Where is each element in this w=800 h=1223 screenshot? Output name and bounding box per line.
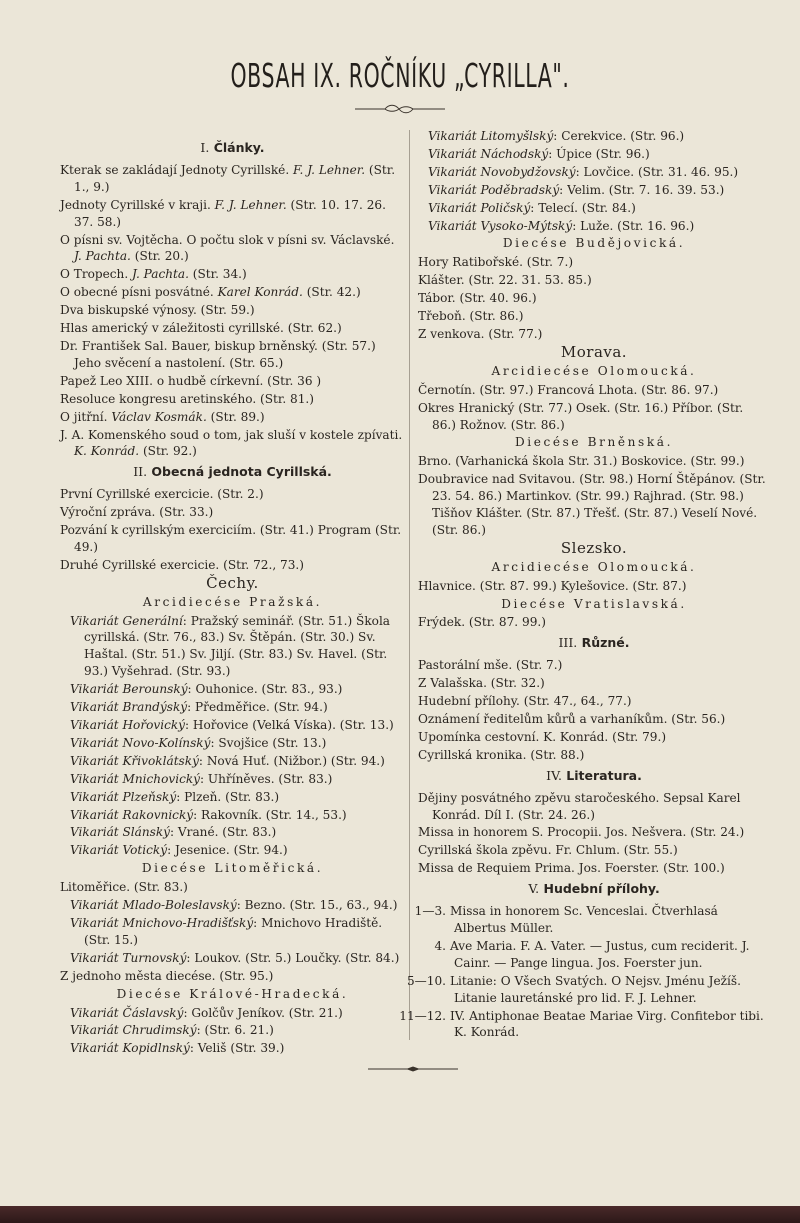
list-item (418, 290, 770, 307)
entry-text: Dr. František Sal. Bauer, biskup brněnský. (Str. 57.) Jeho svěcení a nastolení. (Str. 65.) (60, 338, 376, 370)
list-item (418, 657, 770, 674)
list-item (399, 1008, 770, 1042)
ornament-icon (355, 103, 445, 115)
section-heading-prilohy: V. Hudební přílohy. (528, 881, 660, 897)
list-item (70, 807, 405, 824)
list-item (418, 842, 770, 859)
list-item (418, 790, 770, 824)
entry-ref: (Str. 42.) (302, 285, 361, 300)
entry-ref: (Str. 20.) (130, 249, 189, 264)
entry-text: O písni sv. Vojtěcha. O počtu slok v písni sv. Václavské. (60, 232, 395, 247)
entry-text: : Lovčice. (Str. 31. 46. 95.) (575, 164, 739, 179)
entry-text: Tábor. (Str. 40. 96.) (418, 291, 537, 306)
entry-text: Litoměřice. (Str. 83.) (60, 880, 188, 895)
brno-list (418, 453, 770, 539)
vikariat-name: Vikariát Berounský (70, 682, 188, 697)
list-item (428, 128, 770, 145)
list-item (70, 1005, 405, 1022)
entry-text: Hlavnice. (Str. 87. 99.) Kylešovice. (Str. 87.) (418, 578, 687, 593)
entry-author: K. Konrád. (74, 444, 140, 459)
entry-text: J. A. Komenského soud o tom, jak sluší v kostele zpívati. (60, 427, 403, 442)
region-heading-slezsko: Slezsko. (560, 538, 628, 557)
list-item (406, 973, 770, 1007)
page-bottom-edge (0, 1206, 800, 1223)
list-item (60, 522, 405, 556)
list-item (428, 164, 770, 181)
vikariat-name: Vikariát Generální (70, 613, 183, 628)
list-item (60, 968, 405, 985)
entry-text: První Cyrillské exercicie. (Str. 2.) (60, 487, 264, 502)
list-item (70, 950, 405, 967)
entry-text: O Tropech. (60, 267, 133, 282)
prilohy-list (399, 903, 770, 1041)
list-item (70, 789, 405, 806)
litomerice-list (60, 879, 405, 984)
list-item (428, 182, 770, 199)
entry-text: Doubravice nad Svitavou. (Str. 98.) Horní Štěpánov. (Str. 23. 54. 86.) Martinkov. (Str. 99.) Rajhrad. (Str. 98.) Tišňov Klášter. (Str. 87.) Třešť. (Str. 87.) Veselí Nové. (Str. 86.) (418, 472, 766, 537)
list-item (418, 938, 770, 972)
entry-text: IV. Antiphonae Beatae Mariae Virg. Confitebor tibi. K. Konrád. (450, 1008, 764, 1040)
entry-text: : Pražský seminář. (Str. 51.) Škola cyrillská. (Str. 76., 83.) Sv. Štěpán. (Str. 30.) Sv. Haštal. (Str. 51.) Sv. Jiljí. (Str. 83.) Sv. Havel. (Str. 93.) Vyšehrad. (Str. 93.) (84, 613, 391, 679)
list-item (60, 232, 405, 266)
vikariat-name: Vikariát Kopidlnský (70, 1041, 190, 1056)
entry-text: : Mnichovo Hradiště. (Str. 15.) (84, 915, 383, 947)
diocese-heading-litomerice: Diecése Litoměřická. (141, 861, 324, 876)
list-item (60, 879, 405, 896)
vikariat-name: Vikariát Novo-Kolínský (70, 735, 211, 750)
list-item (418, 471, 770, 539)
list-item (418, 860, 770, 877)
entry-text: Dva biskupské výnosy. (Str. 59.) (60, 303, 255, 318)
literatura-list (418, 790, 770, 878)
vikariat-name: Vikariát Votický (70, 843, 168, 858)
entry-ref: (Str. 89.) (206, 409, 265, 424)
list-item (60, 504, 405, 521)
entry-text: Resoluce kongresu aretinského. (Str. 81.) (60, 391, 314, 406)
section-heading-literatura: IV. Literatura. (546, 767, 642, 783)
list-item (418, 675, 770, 692)
entry-text: Upomínka cestovní. K. Konrád. (Str. 79.) (418, 729, 667, 744)
supplement-number: 1—3. (414, 904, 446, 919)
entry-text: Třeboň. (Str. 86.) (418, 309, 524, 324)
list-item (70, 735, 405, 752)
supplement-number: 11—12. (399, 1008, 446, 1023)
entry-text: Výroční zpráva. (Str. 33.) (60, 505, 214, 520)
vikariat-name: Vikariát Chrudimský (70, 1023, 197, 1038)
entry-text: : Jesenice. (Str. 94.) (167, 843, 288, 858)
vikariat-name: Vikariát Brandýský (70, 700, 188, 715)
list-item (60, 302, 405, 319)
entry-text: Kterak se zakládají Jednoty Cyrillské. (60, 162, 294, 177)
list-item (60, 197, 405, 231)
list-item (418, 400, 770, 434)
column-divider (409, 130, 410, 1040)
entry-text: : Velim. (Str. 7. 16. 39. 53.) (559, 182, 725, 197)
jednota-list (60, 486, 405, 574)
vikariat-name: Vikariát Slánský (70, 825, 171, 840)
vikariat-name: Vikariát Mnichovický (70, 771, 201, 786)
entry-author: Václav Kosmák. (111, 409, 207, 424)
list-item (418, 824, 770, 841)
entry-text: Z venkova. (Str. 77.) (418, 326, 543, 341)
page-title: OBSAH IX. ROČNÍKU „CYRILLA". (230, 56, 570, 95)
list-item (70, 915, 405, 949)
diocese-heading-hradec: Diecése Králové-Hradecká. (116, 986, 349, 1001)
diocese-heading-budejovice: Diecése Budějovická. (502, 236, 686, 251)
supplement-number: 4. (434, 938, 446, 953)
entry-text: Druhé Cyrillské exercicie. (Str. 72., 73.) (60, 557, 304, 572)
diocese-heading-brno: Diecése Brněnská. (514, 435, 674, 450)
olomouc-list (418, 382, 770, 434)
entry-ref: (Str. 1., 9.) (74, 162, 396, 194)
list-item (70, 613, 405, 681)
budejovice-list (418, 254, 770, 343)
list-item (418, 453, 770, 470)
entry-text: : Veliš (Str. 39.) (189, 1041, 285, 1056)
entry-text: Frýdek. (Str. 87. 99.) (418, 615, 546, 630)
list-item (418, 254, 770, 271)
entry-text: : (Str. 6. 21.) (196, 1023, 274, 1038)
entry-text: : Nová Huť. (Nižbor.) (Str. 94.) (198, 753, 385, 768)
entry-text: Hudební přílohy. (Str. 47., 64., 77.) (418, 694, 632, 709)
left-column (60, 136, 405, 1058)
entry-author: J. Pachta. (132, 267, 189, 282)
list-item (60, 427, 405, 461)
entry-author: F. J. Lehner. (293, 162, 366, 177)
entry-text: : Golčův Jeníkov. (Str. 21.) (183, 1005, 343, 1020)
entry-text: : Předměřice. (Str. 94.) (187, 700, 328, 715)
entry-text: Brno. (Varhanická škola Str. 31.) Boskovice. (Str. 99.) (418, 454, 745, 469)
entry-ref: (Str. 34.) (188, 267, 247, 282)
list-item (418, 747, 770, 764)
entry-text: Okres Hranický (Str. 77.) Osek. (Str. 16.) Příbor. (Str. 86.) Rožnov. (Str. 86.) (418, 400, 744, 432)
list-item (60, 338, 405, 372)
list-item (418, 729, 770, 746)
list-item (418, 578, 770, 595)
entry-author: J. Pachta. (74, 249, 131, 264)
vratislav-list (418, 614, 770, 631)
list-item (418, 382, 770, 399)
entry-text: Litanie: O Všech Svatých. O Nejsv. Jménu Ježíš. Litanie lauretánské pro lid. F. J. Lehner. (450, 973, 741, 1005)
entry-text: : Uhříněves. (Str. 83.) (200, 771, 333, 786)
entry-text: O jitřní. (60, 409, 112, 424)
vikariat-name: Vikariát Poličský (428, 200, 531, 215)
entry-text: Hlas americký v záležitosti cyrillské. (Str. 62.) (60, 321, 342, 336)
vikariat-name: Vikariát Křivoklátský (70, 753, 199, 768)
entry-text: Pastorální mše. (Str. 7.) (418, 658, 563, 673)
list-item (428, 218, 770, 235)
entry-text: : Cerekvice. (Str. 96.) (553, 129, 685, 143)
list-item (414, 903, 770, 937)
list-item (70, 824, 405, 841)
hradec-right-list (418, 128, 770, 234)
diocese-heading-vratislav: Diecése Vratislavská. (501, 596, 687, 611)
entry-text: Missa in honorem S. Procopii. Jos. Nešvera. (Str. 24.) (418, 825, 745, 840)
list-item (70, 717, 405, 734)
entry-author: Karel Konrád. (217, 285, 303, 300)
entry-text: : Hořovice (Velká Víska). (Str. 13.) (185, 718, 394, 732)
list-item (60, 284, 405, 301)
vikariat-name: Vikariát Čáslavský (70, 1005, 184, 1020)
entry-text: : Plzeň. (Str. 83.) (176, 789, 280, 804)
entry-text: : Telecí. (Str. 84.) (530, 200, 636, 215)
entry-text: : Rakovník. (Str. 14., 53.) (193, 807, 347, 822)
entry-text: Dějiny posvátného zpěvu staročeského. Sepsal Karel Konrád. Díl I. (Str. 24. 26.) (418, 790, 741, 822)
entry-text: Klášter. (Str. 22. 31. 53. 85.) (418, 273, 592, 288)
list-item (60, 266, 405, 283)
diocese-heading-praha: Arcidiecése Pražská. (142, 594, 323, 609)
section-heading-jednota: II. Obecná jednota Cyrillská. (133, 464, 332, 480)
entry-text: Pozvání k cyrillským exerciciím. (Str. 41.) Program (Str. 49.) (60, 523, 402, 554)
vikariat-name: Vikariát Mlado-Boleslavský (70, 898, 237, 913)
end-ornament-icon (368, 1066, 458, 1072)
entry-text: Z Valašska. (Str. 32.) (418, 676, 545, 691)
entry-text: : Vrané. (Str. 83.) (170, 825, 277, 840)
region-heading-cechy: Čechy. (206, 573, 259, 592)
list-item (70, 753, 405, 770)
list-item (418, 614, 770, 631)
list-item (418, 326, 770, 343)
entry-text: Jednoty Cyrillské v kraji. (60, 197, 215, 212)
vikariat-name: Vikariát Poděbradský (428, 182, 560, 197)
entry-text: Ave Maria. F. A. Vater. — Justus, cum reciderit. J. Cainr. — Pange lingua. Jos. Foerster jun. (450, 938, 750, 970)
list-item (60, 162, 405, 196)
list-item (418, 693, 770, 710)
list-item (70, 1040, 405, 1057)
entry-text: Cyrillská kronika. (Str. 88.) (418, 747, 585, 762)
list-item (60, 486, 405, 503)
diocese-heading-olomouc-slezsko: Arcidiecése Olomoucká. (491, 559, 697, 574)
list-item (70, 842, 405, 859)
entry-text: : Ouhonice. (Str. 83., 93.) (187, 682, 343, 697)
diocese-heading-olomouc: Arcidiecése Olomoucká. (491, 363, 697, 378)
list-item (428, 146, 770, 163)
entry-author: F. J. Lehner. (214, 197, 287, 212)
slezsko-olomouc-list (418, 578, 770, 595)
list-item (70, 897, 405, 914)
entry-text: : Svojšice (Str. 13.) (210, 735, 327, 750)
section-heading-ruzne: III. Různé. (558, 635, 630, 651)
vikariat-name: Vikariát Hořovický (70, 718, 186, 732)
vikariat-name: Vikariát Novobydžovský (428, 164, 576, 179)
list-item (60, 557, 405, 574)
entry-text: Z jednoho města diecése. (Str. 95.) (60, 968, 274, 983)
list-item (70, 1022, 405, 1039)
section-heading-clanky: I. Články. (200, 140, 265, 155)
entry-text: : Bezno. (Str. 15., 63., 94.) (236, 898, 398, 913)
list-item (428, 200, 770, 217)
entry-ref: (Str. 92.) (139, 444, 197, 459)
entry-text: Cyrillská škola zpěvu. Fr. Chlum. (Str. 55.) (418, 843, 678, 858)
entry-text: Oznámení ředitelům kůrů a varhaníkům. (Str. 56.) (418, 712, 726, 726)
vikariat-name: Vikariát Vysoko-Mýtský (428, 218, 573, 233)
vikariat-name: Vikariát Litomyšlský (428, 129, 554, 143)
right-column (399, 128, 770, 1042)
vikariat-name: Vikariát Náchodský (428, 146, 549, 161)
vikariat-name: Vikariát Plzeňský (70, 789, 177, 804)
list-item (418, 272, 770, 289)
entry-text: Černotín. (Str. 97.) Francová Lhota. (Str. 86. 97.) (418, 382, 719, 397)
list-item (60, 320, 405, 337)
supplement-number: 5—10. (406, 973, 446, 988)
entry-text: Missa in honorem Sc. Venceslai. Čtverhlasá Albertus Müller. (450, 904, 718, 935)
entry-text: Missa de Requiem Prima. Jos. Foerster. (Str. 100.) (418, 861, 725, 876)
vikariat-name: Vikariát Mnichovo-Hradišťský (70, 915, 254, 930)
entry-ref: (Str. 10. 17. 26. 37. 58.) (74, 197, 386, 229)
vikariat-name: Vikariát Rakovnický (70, 807, 194, 822)
list-item (70, 771, 405, 788)
list-item (70, 699, 405, 716)
list-item (70, 681, 405, 698)
vikariat-name: Vikariát Turnovský (70, 950, 187, 965)
list-item (418, 711, 770, 728)
region-heading-morava: Morava. (560, 342, 628, 361)
list-item (60, 391, 405, 408)
entry-text: : Luže. (Str. 16. 96.) (572, 218, 695, 233)
ruzne-list (418, 657, 770, 763)
clanky-list (60, 162, 405, 460)
list-item (60, 409, 405, 426)
praha-list (60, 613, 405, 860)
entry-text: : Úpice (Str. 96.) (548, 146, 650, 161)
entry-text: Papež Leo XIII. o hudbě církevní. (Str. 36 ) (60, 373, 322, 388)
list-item (418, 308, 770, 325)
entry-text: : Loukov. (Str. 5.) Loučky. (Str. 84.) (186, 950, 400, 965)
hradec-list (60, 1005, 405, 1058)
entry-text: Hory Ratibořské. (Str. 7.) (418, 255, 574, 270)
entry-text: O obecné písni posvátné. (60, 285, 218, 300)
list-item (60, 373, 405, 390)
